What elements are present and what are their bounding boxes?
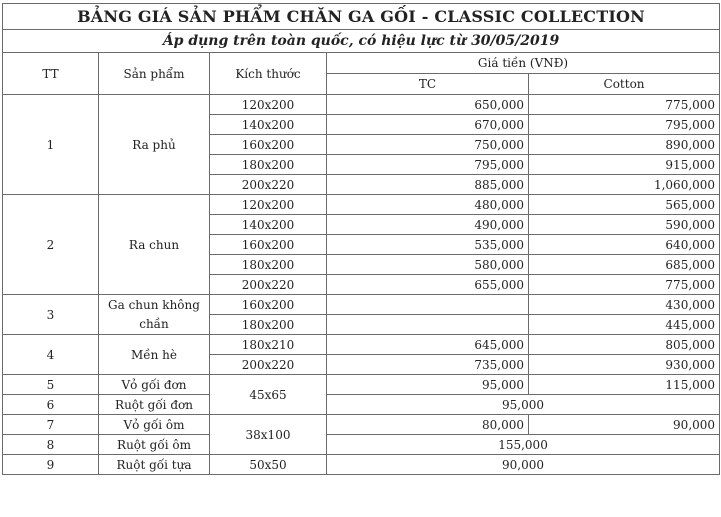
cotton-price: 445,000: [529, 315, 720, 335]
header-product: Sản phẩm: [99, 53, 210, 95]
size-cell: 200x220: [210, 275, 327, 295]
table-subtitle: Áp dụng trên toàn quốc, có hiệu lực từ 30/05/2019: [3, 30, 720, 53]
cotton-price: 1,060,000: [529, 175, 720, 195]
header-size: Kích thước: [210, 53, 327, 95]
size-cell: 180x200: [210, 155, 327, 175]
row-number: 4: [3, 335, 99, 375]
table-row: [3, 295, 720, 315]
table-row: [3, 335, 720, 355]
table-row: [3, 395, 720, 415]
row-number: 1: [3, 95, 99, 195]
product-name: Ruột gối đơn: [99, 395, 210, 415]
product-name: Ra chun: [99, 195, 210, 295]
size-cell: 160x200: [210, 235, 327, 255]
tc-price: 535,000: [327, 235, 529, 255]
tc-price: 750,000: [327, 135, 529, 155]
cotton-price: 565,000: [529, 195, 720, 215]
cotton-price: 640,000: [529, 235, 720, 255]
tc-price: 80,000: [327, 415, 529, 435]
header-row: [3, 53, 720, 74]
tc-price: [327, 295, 529, 315]
row-number: 9: [3, 455, 99, 475]
row-number: 6: [3, 395, 99, 415]
cotton-price: 915,000: [529, 155, 720, 175]
size-cell: 160x200: [210, 135, 327, 155]
tc-price: 490,000: [327, 215, 529, 235]
table-row: [3, 95, 720, 115]
size-cell: 50x50: [210, 455, 327, 475]
cotton-price: 805,000: [529, 335, 720, 355]
product-name: Ga chun không chần: [99, 295, 210, 335]
product-name: Ruột gối tựa: [99, 455, 210, 475]
size-cell: 45x65: [210, 375, 327, 415]
table-row: [3, 455, 720, 475]
tc-price: 650,000: [327, 95, 529, 115]
header-price: Giá tiền (VNĐ): [327, 53, 720, 74]
tc-price: 95,000: [327, 375, 529, 395]
size-cell: 120x200: [210, 95, 327, 115]
row-number: 5: [3, 375, 99, 395]
row-number: 3: [3, 295, 99, 335]
tc-price: 655,000: [327, 275, 529, 295]
product-name: Ruột gối ôm: [99, 435, 210, 455]
row-number: 8: [3, 435, 99, 455]
cotton-price: 90,000: [529, 415, 720, 435]
table-row: [3, 415, 720, 435]
tc-price: 580,000: [327, 255, 529, 275]
size-cell: 200x220: [210, 175, 327, 195]
row-number: 7: [3, 415, 99, 435]
merged-price: 90,000: [327, 455, 720, 475]
header-cotton: Cotton: [529, 74, 720, 95]
cotton-price: 930,000: [529, 355, 720, 375]
merged-price: 155,000: [327, 435, 720, 455]
product-name: Vỏ gối ôm: [99, 415, 210, 435]
size-cell: 140x200: [210, 215, 327, 235]
size-cell: 180x200: [210, 315, 327, 335]
row-number: 2: [3, 195, 99, 295]
size-cell: 180x200: [210, 255, 327, 275]
merged-price: 95,000: [327, 395, 720, 415]
cotton-price: 890,000: [529, 135, 720, 155]
tc-price: 735,000: [327, 355, 529, 375]
header-tc: TC: [327, 74, 529, 95]
cotton-price: 430,000: [529, 295, 720, 315]
size-cell: 180x210: [210, 335, 327, 355]
size-cell: 200x220: [210, 355, 327, 375]
tc-price: [327, 315, 529, 335]
tc-price: 795,000: [327, 155, 529, 175]
header-tt: TT: [3, 53, 99, 95]
table-row: [3, 195, 720, 215]
cotton-price: 775,000: [529, 95, 720, 115]
tc-price: 480,000: [327, 195, 529, 215]
price-table: [2, 3, 720, 475]
product-name: Vỏ gối đơn: [99, 375, 210, 395]
subtitle-row: [3, 30, 720, 53]
table-row: [3, 435, 720, 455]
cotton-price: 775,000: [529, 275, 720, 295]
table-row: [3, 375, 720, 395]
title-row: [3, 4, 720, 30]
table-title: BẢNG GIÁ SẢN PHẨM CHĂN GA GỐI - CLASSIC COLLECTION: [3, 4, 720, 30]
cotton-price: 795,000: [529, 115, 720, 135]
cotton-price: 590,000: [529, 215, 720, 235]
cotton-price: 115,000: [529, 375, 720, 395]
size-cell: 120x200: [210, 195, 327, 215]
cotton-price: 685,000: [529, 255, 720, 275]
size-cell: 140x200: [210, 115, 327, 135]
tc-price: 670,000: [327, 115, 529, 135]
tc-price: 645,000: [327, 335, 529, 355]
product-name: Mền hè: [99, 335, 210, 375]
size-cell: 38x100: [210, 415, 327, 455]
size-cell: 160x200: [210, 295, 327, 315]
tc-price: 885,000: [327, 175, 529, 195]
product-name: Ra phủ: [99, 95, 210, 195]
